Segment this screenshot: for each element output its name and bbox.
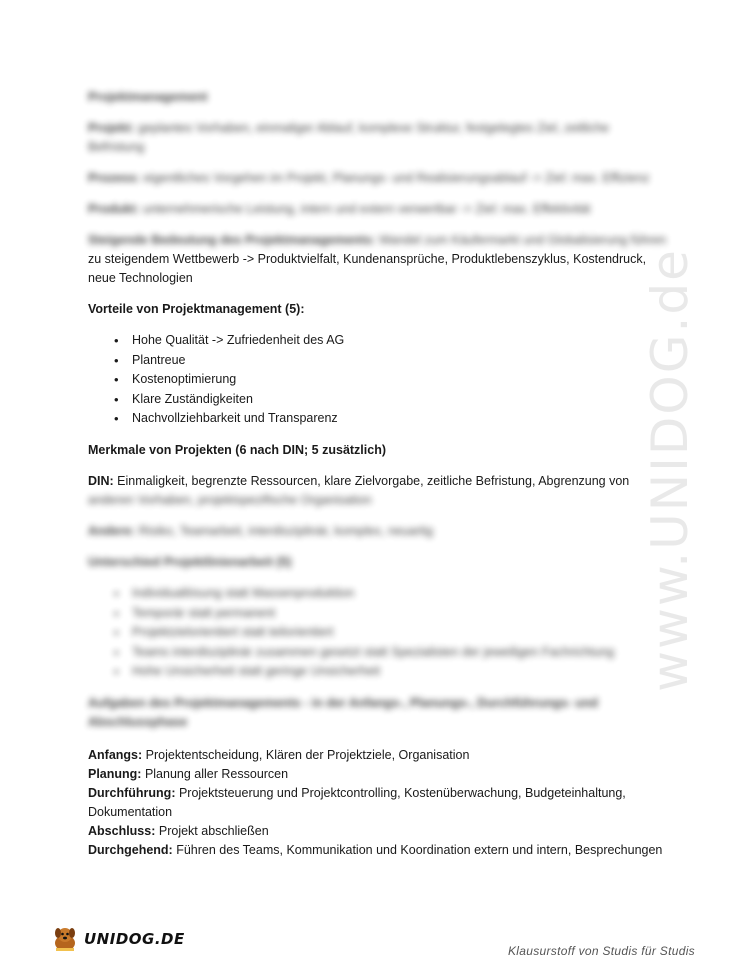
list-item: • Klare Zuständigkeiten — [114, 390, 668, 410]
list-item: • Temporär statt permanent — [114, 604, 668, 624]
list-item: • Individuallösung statt Massenproduktion — [114, 584, 668, 604]
list-item: • Projektzielorientiert statt teilorientiert — [114, 623, 668, 643]
doc-title: Projektmanagement — [88, 90, 208, 104]
aufgaben-heading: Aufgaben des Projektmanagements - in der Anfangs-, Planungs-, Durchführungs- und Abschlussphase — [88, 695, 598, 729]
def-produkt: Produkt: unternehmerische Leistung, intern und extern verwertbar -> Ziel: max. Effektivität — [88, 202, 591, 216]
merkmale-andere: Andere: Risiko, Teamarbeit, interdisziplinär, komplex, neuartig — [88, 523, 434, 538]
list-item: • Hohe Qualität -> Zufriedenheit des AG — [114, 331, 668, 351]
list-item: • Teams interdisziplinär zusammen gesetzt statt Spezialisten der jeweiligen Fachrichtung — [114, 643, 668, 663]
vorteile-heading: Vorteile von Projektmanagement (5): — [88, 302, 305, 316]
footer-brand: UNIDOG.DE — [84, 930, 185, 948]
phase-abschluss: Abschluss: Projekt abschließen — [88, 823, 269, 838]
document-body — [88, 88, 668, 860]
vorteile-list — [88, 331, 668, 429]
def-projekt: Projekt: geplantes Vorhaben, einmaliger Ablauf, komplexe Struktur, festgelegtes Ziel, zeitliche Befristung — [88, 121, 610, 154]
phase-durchgehend: Durchgehend: Führen des Teams, Kommunikation und Koordination extern und intern, Besprechungen — [88, 842, 663, 857]
unterschied-heading: Unterschied Projektlinienarbeit (5) — [88, 554, 292, 569]
phase-anfang: Anfangs: Projektentscheidung, Klären der Projektziele, Organisation — [88, 747, 470, 762]
unterschied-list — [88, 584, 668, 682]
merkmale-heading: Merkmale von Projekten (6 nach DIN; 5 zusätzlich) — [88, 442, 386, 457]
footer-slogan: Klausurstoff von Studis für Studis — [508, 944, 695, 958]
list-item: • Plantreue — [114, 351, 668, 371]
list-item: • Nachvollziehbarkeit und Transparenz — [114, 409, 668, 429]
merkmale-din: DIN: Einmaligkeit, begrenzte Ressourcen, klare Zielvorgabe, zeitliche Befristung, Abgrenzung von anderen Vorhaben, projektspezifische Organisation — [88, 473, 630, 507]
watermark-text: www.UNIDOG.de — [641, 248, 700, 692]
footer-logo — [50, 924, 185, 954]
phase-durchfuehrung: Durchführung: Projektsteuerung und Projektcontrolling, Kostenüberwachung, Budgeteinhaltung, Dokumentation — [88, 785, 626, 819]
dog-mascot-icon — [50, 924, 80, 954]
steigende-bedeutung: Steigende Bedeutung des Projektmanagements: Wandel zum Käufermarkt und Globalisierung führen zu steigendem Wettbewerb -> Produktvielfalt, Kundenansprüche, Produktlebenszyklus, Kostendruck, neue Technologien — [88, 233, 667, 285]
list-item: • Hohe Unsicherheit statt geringe Unsicherheit — [114, 662, 668, 682]
phase-planung: Planung: Planung aller Ressourcen — [88, 766, 289, 781]
list-item: • Kostenoptimierung — [114, 370, 668, 390]
def-prozess: Prozess: eigentliches Vorgehen im Projekt, Planungs- und Realisierungsablauf -> Ziel: max. Effizienz — [88, 171, 650, 185]
